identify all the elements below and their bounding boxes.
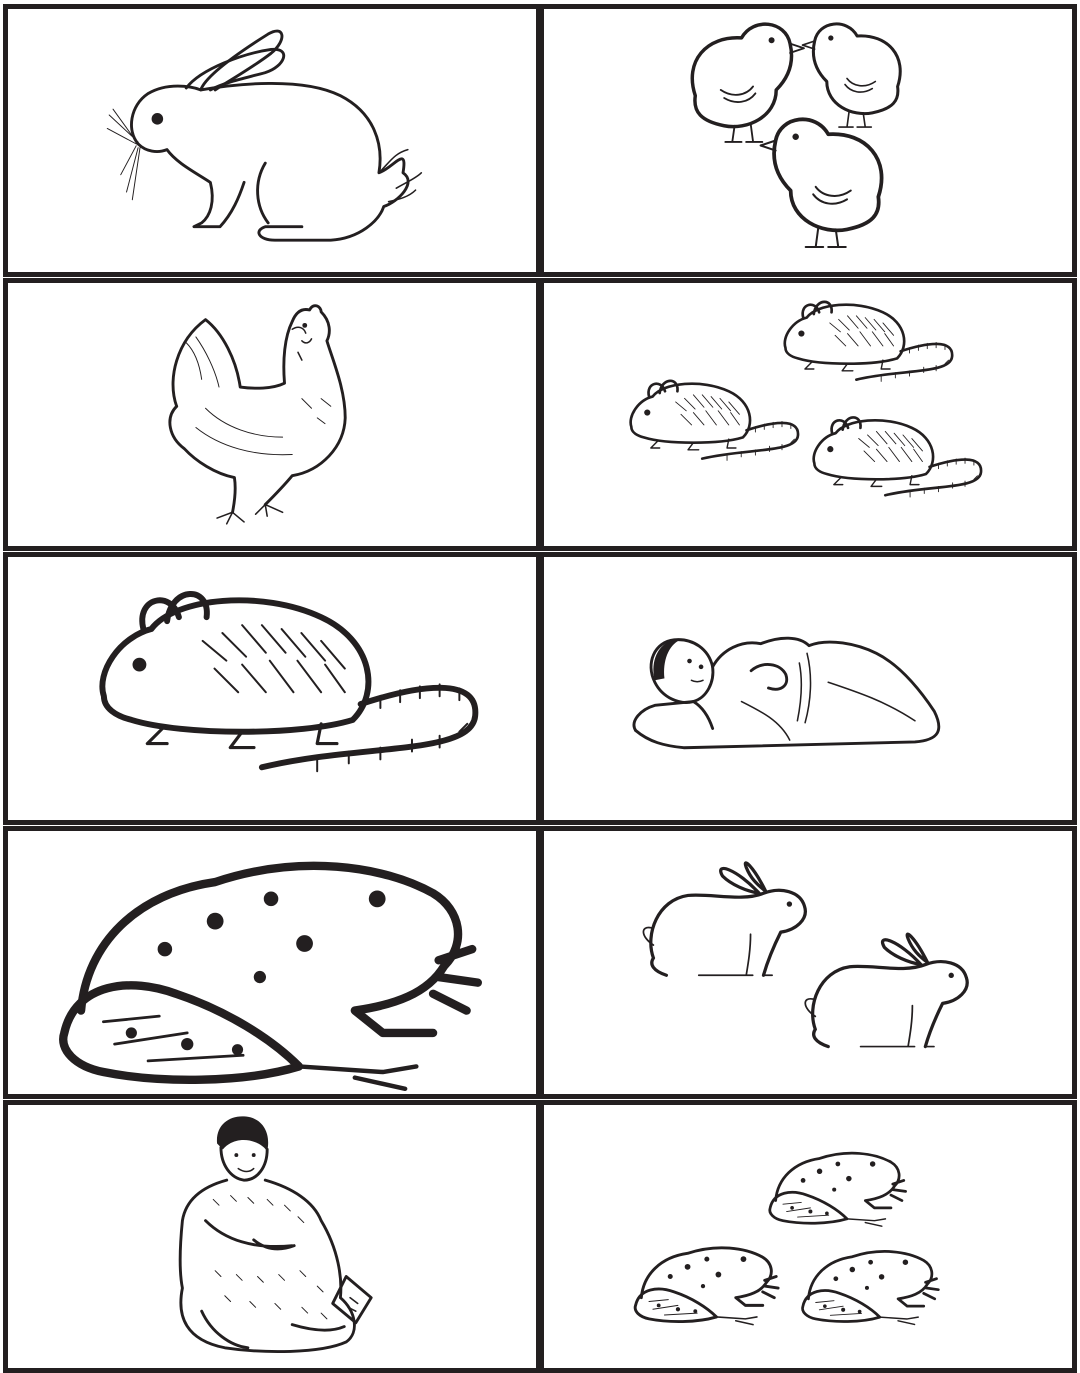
rat-icon: [8, 557, 536, 820]
baby-frogs-icon: [544, 1105, 1072, 1368]
card-chicks[interactable]: [539, 4, 1077, 277]
baby-rabbits-icon: [544, 831, 1072, 1094]
rabbit-icon: [8, 9, 536, 272]
hen-icon: [8, 283, 536, 546]
mother-icon: [8, 1105, 536, 1368]
card-baby-rabbits[interactable]: [539, 826, 1077, 1099]
card-frog[interactable]: [3, 826, 541, 1099]
baby-icon: [544, 557, 1072, 820]
card-baby[interactable]: [539, 552, 1077, 825]
card-baby-frogs[interactable]: [539, 1100, 1077, 1373]
card-baby-rats[interactable]: [539, 278, 1077, 551]
chicks-icon: [544, 9, 1072, 272]
baby-rats-icon: [544, 283, 1072, 546]
card-rabbit[interactable]: [3, 4, 541, 277]
card-mother[interactable]: [3, 1100, 541, 1373]
card-rat[interactable]: [3, 552, 541, 825]
card-hen[interactable]: [3, 278, 541, 551]
frog-icon: [8, 831, 536, 1094]
